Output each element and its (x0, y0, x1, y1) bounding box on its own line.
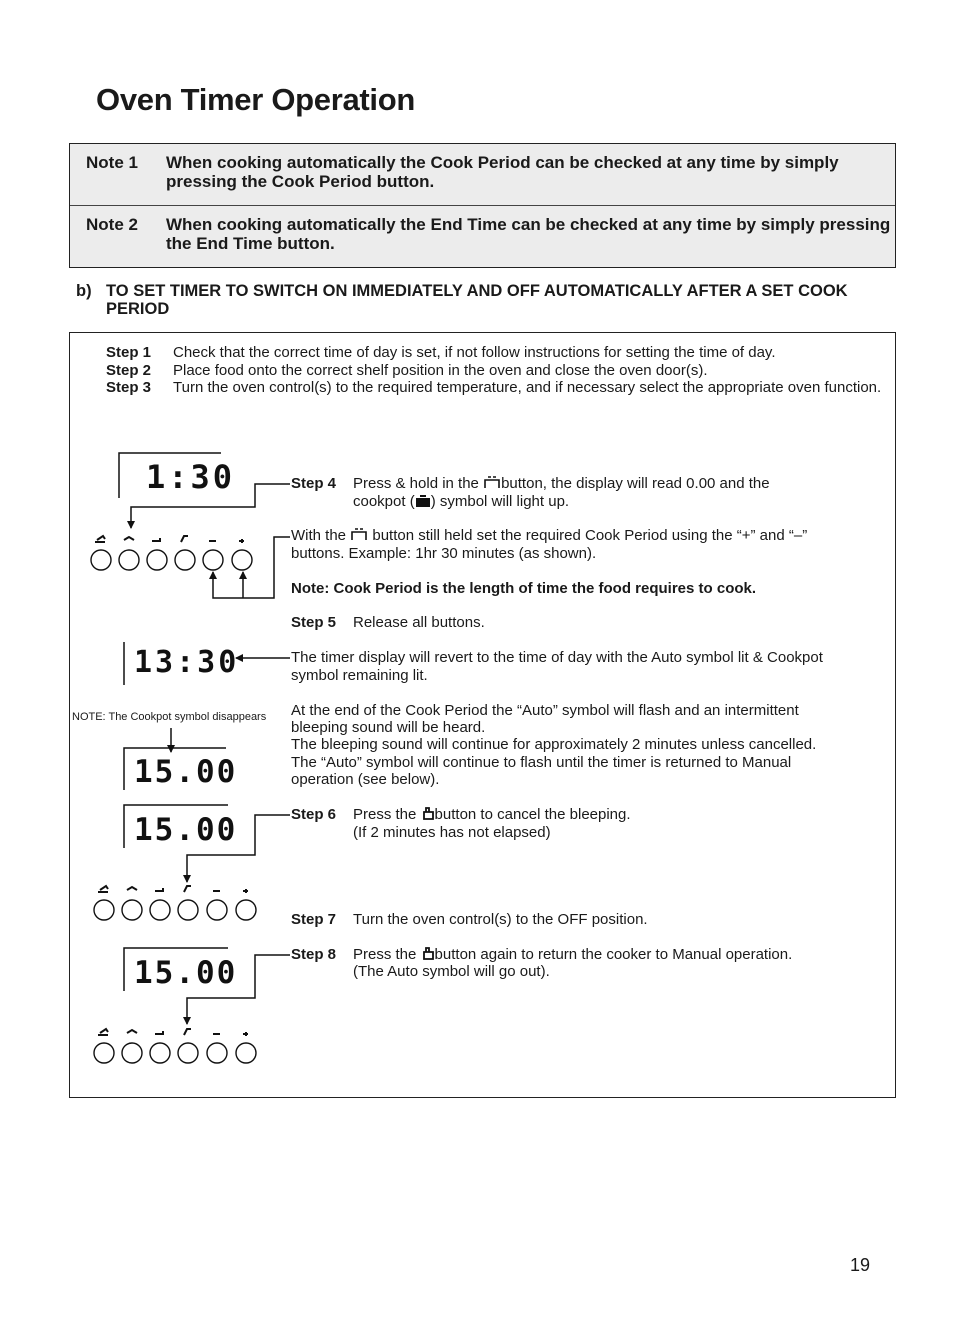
cook-period-icon (483, 475, 501, 489)
step-2-label: Step 2 (106, 362, 152, 379)
page-number: 19 (850, 1255, 871, 1275)
manual-hand-icon (421, 947, 435, 960)
step-8-text-a: Press the (353, 946, 417, 963)
button-row-2 (94, 900, 256, 920)
page-title: Oven Timer Operation (96, 82, 416, 117)
with-button-text-a: With the (291, 527, 347, 544)
step-1-text: Check that the correct time of day is set, if not follow instructions for setting the time of day. (173, 344, 776, 361)
end-period-line-2: bleeping sound will be heard. (291, 719, 486, 736)
step-1-label: Step 1 (106, 344, 152, 361)
step-8-sub: (The Auto symbol will go out). (353, 963, 550, 980)
plus-minus-connector (213, 537, 290, 598)
section-letter: b) (76, 282, 92, 300)
step-7-label: Step 7 (291, 911, 337, 928)
end-period-line-5: operation (see below). (291, 771, 440, 788)
section-title: TO SET TIMER TO SWITCH ON IMMEDIATELY AND OFF AUTOMATICALLY AFTER A SET COOK PERIOD (106, 282, 848, 318)
end-period-line-3: The bleeping sound will continue for approximately 2 minutes unless cancelled. (291, 736, 817, 753)
step-6-text-a: Press the (353, 806, 417, 823)
step-6-label: Step 6 (291, 806, 337, 823)
revert-line-1: The timer display will revert to the time of day with the Auto symbol lit & Cookpot (291, 649, 823, 666)
step-4-text-d: ) symbol will light up. (430, 493, 570, 510)
step-4-text-a: Press & hold in the (353, 475, 479, 492)
end-period-line-1: At the end of the Cook Period the “Auto” symbol will flash and an intermittent (291, 702, 799, 719)
display-4: 15.00 (134, 812, 238, 848)
end-period-line-4: The “Auto” symbol will continue to flash until the timer is returned to Manual (291, 754, 792, 771)
note-text: When cooking automatically the Cook Period can be checked at any time by simply pressing the Cook Period button. (166, 153, 839, 191)
button-row-3 (94, 1043, 256, 1063)
step-3-label: Step 3 (106, 379, 152, 396)
display-2: 13:30 (134, 645, 240, 680)
with-button-line-2: buttons. Example: 1hr 30 minutes (as shown). (291, 545, 597, 562)
cookpot-icon (415, 494, 431, 507)
manual-hand-icon (421, 807, 435, 820)
display-5: 15.00 (134, 955, 238, 991)
step-5-text: Release all buttons. (353, 614, 485, 631)
button-row-1 (91, 550, 252, 570)
step-4-text-c: cookpot ( (353, 493, 415, 510)
step-4-label: Step 4 (291, 475, 337, 492)
cookpot-disappears-note: NOTE: The Cookpot symbol disappears (72, 711, 267, 723)
note-label: Note 2 (86, 215, 138, 234)
step-6-text-b: button to cancel the bleeping. (434, 806, 631, 823)
cook-period-note: Note: Cook Period is the length of time the food requires to cook. (291, 580, 757, 597)
note-text: When cooking automatically the End Time can be checked at any time by simply pressing the End Time button. (166, 215, 891, 253)
note-label: Note 1 (86, 153, 138, 172)
step-2-text: Place food onto the correct shelf position in the oven and close the oven door(s). (173, 362, 708, 379)
step-4-line-2 (353, 493, 893, 511)
step-6-sub: (If 2 minutes has not elapsed) (353, 824, 551, 841)
step-8-text-b: button again to return the cooker to Manual operation. (434, 946, 793, 963)
step-4-text-b: button, the display will read 0.00 and the (501, 475, 770, 492)
display-1: 1:30 (146, 458, 236, 496)
button-symbols-2 (98, 886, 248, 893)
step-4-line-1 (353, 475, 893, 493)
button-symbols-1 (95, 536, 244, 543)
cook-period-icon (350, 527, 368, 541)
with-button-text-b: button still held set the required Cook Period using the “+” and “–” (372, 527, 808, 544)
with-button-line-1 (291, 527, 891, 545)
button-symbols-3 (98, 1029, 248, 1036)
revert-line-2: symbol remaining lit. (291, 667, 428, 684)
step-8-label: Step 8 (291, 946, 337, 963)
step-5-label: Step 5 (291, 614, 337, 631)
step-3-text: Turn the oven control(s) to the required temperature, and if necessary select the appropriate oven function. (173, 379, 882, 396)
step-7-text: Turn the oven control(s) to the OFF position. (353, 911, 648, 928)
step-8-line-1 (353, 946, 893, 964)
display-3: 15.00 (134, 754, 238, 790)
step-6-line-1 (353, 806, 893, 824)
